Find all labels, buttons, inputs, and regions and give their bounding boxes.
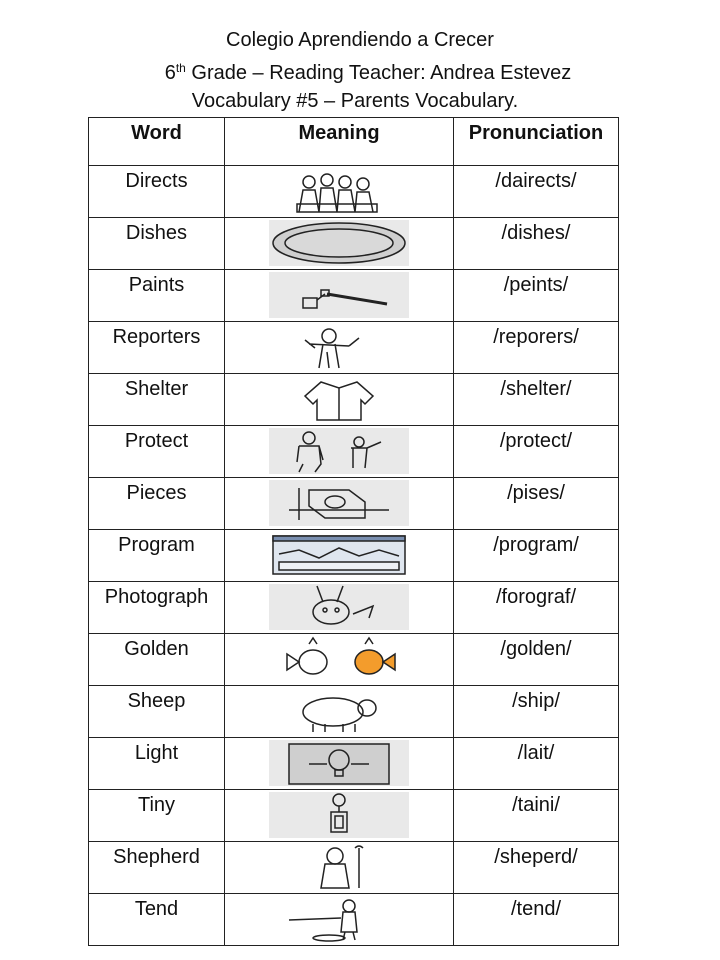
word-cell: Directs <box>89 166 225 218</box>
meaning-cell <box>225 322 454 374</box>
pronunciation-cell: /golden/ <box>454 634 619 686</box>
word-cell: Tend <box>89 894 225 946</box>
group-of-people-icon <box>269 168 409 214</box>
table-row <box>89 374 619 426</box>
pronunciation-cell: /taini/ <box>454 790 619 842</box>
table-header-row <box>89 118 619 166</box>
meaning-cell <box>225 374 454 426</box>
pronunciation-cell: /shelter/ <box>454 374 619 426</box>
pronunciation-cell: /forograf/ <box>454 582 619 634</box>
word-cell: Dishes <box>89 218 225 270</box>
meaning-cell <box>225 218 454 270</box>
pronunciation-cell: /protect/ <box>454 426 619 478</box>
word-cell: Protect <box>89 426 225 478</box>
meaning-cell <box>225 270 454 322</box>
table-row <box>89 894 619 946</box>
sheep-icon <box>269 688 409 734</box>
grade-teacher-text: Grade – Reading Teacher: Andrea Estevez <box>185 62 572 84</box>
table-row <box>89 270 619 322</box>
grade-teacher-line <box>16 54 720 87</box>
word-cell: Paints <box>89 270 225 322</box>
table-row <box>89 582 619 634</box>
word-cell: Photograph <box>89 582 225 634</box>
meaning-cell <box>225 426 454 478</box>
meaning-cell <box>225 738 454 790</box>
word-cell: Shepherd <box>89 842 225 894</box>
pronunciation-cell: /ship/ <box>454 686 619 738</box>
pronunciation-cell: /dairects/ <box>454 166 619 218</box>
keychain-icon <box>269 792 409 838</box>
word-cell: Pieces <box>89 478 225 530</box>
gardener-icon <box>269 896 409 942</box>
jacket-icon <box>269 376 409 422</box>
mechanical-piece-icon <box>269 480 409 526</box>
guard-icon <box>269 428 409 474</box>
goldfish-icon <box>269 636 409 682</box>
pronunciation-cell: /dishes/ <box>454 218 619 270</box>
table-row <box>89 426 619 478</box>
school-name: Colegio Aprendiendo a Crecer <box>226 29 494 51</box>
meaning-cell <box>225 842 454 894</box>
meaning-cell <box>225 686 454 738</box>
meaning-cell <box>225 634 454 686</box>
table-row <box>89 842 619 894</box>
word-cell: Golden <box>89 634 225 686</box>
meaning-cell <box>225 166 454 218</box>
plate-icon <box>269 220 409 266</box>
table-row <box>89 218 619 270</box>
pronunciation-cell: /sheperd/ <box>454 842 619 894</box>
column-header-meaning: Meaning <box>225 118 454 166</box>
table-row <box>89 166 619 218</box>
meaning-cell <box>225 894 454 946</box>
pronunciation-cell: /peints/ <box>454 270 619 322</box>
word-cell: Shelter <box>89 374 225 426</box>
document-header <box>0 26 720 115</box>
vocabulary-table <box>88 117 619 946</box>
word-cell: Light <box>89 738 225 790</box>
grade-number: 6 <box>164 62 176 84</box>
light-bulb-icon <box>269 740 409 786</box>
paint-brush-icon <box>269 272 409 318</box>
software-window-icon <box>269 532 409 578</box>
table-row <box>89 738 619 790</box>
grade-suffix: th <box>175 61 186 75</box>
table-row <box>89 478 619 530</box>
word-cell: Reporters <box>89 322 225 374</box>
table-row <box>89 790 619 842</box>
pronunciation-cell: /reporers/ <box>454 322 619 374</box>
pronunciation-cell: /program/ <box>454 530 619 582</box>
word-cell: Sheep <box>89 686 225 738</box>
table-row <box>89 530 619 582</box>
meaning-cell <box>225 790 454 842</box>
meaning-cell <box>225 582 454 634</box>
meaning-cell <box>225 530 454 582</box>
word-cell: Tiny <box>89 790 225 842</box>
pronunciation-cell: /tend/ <box>454 894 619 946</box>
shepherd-icon <box>269 844 409 890</box>
reporter-icon <box>269 324 409 370</box>
rabbit-icon <box>269 584 409 630</box>
table-row <box>89 686 619 738</box>
table-row <box>89 634 619 686</box>
pronunciation-cell: /pises/ <box>454 478 619 530</box>
pronunciation-cell: /lait/ <box>454 738 619 790</box>
meaning-cell <box>225 478 454 530</box>
table-row <box>89 322 619 374</box>
column-header-pronunciation: Pronunciation <box>454 118 619 166</box>
vocabulary-title: Vocabulary #5 – Parents Vocabulary. <box>191 90 519 112</box>
word-cell: Program <box>89 530 225 582</box>
column-header-word: Word <box>89 118 225 166</box>
